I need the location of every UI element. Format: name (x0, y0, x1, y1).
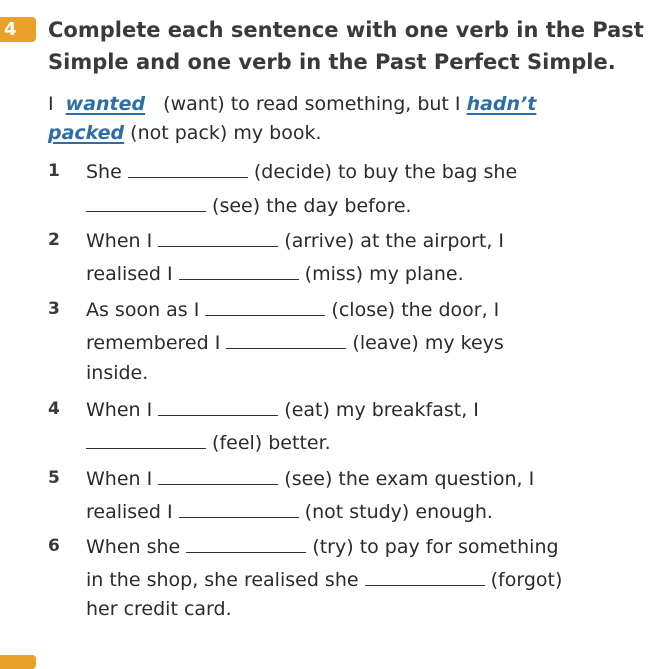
item-number: 1 (48, 161, 60, 181)
answer-blank[interactable] (179, 260, 299, 280)
item-text: in the shop, she realised she (86, 569, 365, 591)
item-text: (miss) my plane. (298, 263, 464, 285)
item-text: (forgot) (484, 569, 563, 591)
item-text: When I (86, 399, 159, 421)
example-answer-packed: packed (48, 122, 125, 144)
exercise-instructions: Complete each sentence with one verb in the Past Simple and one verb in the Past Perfect Simple. (48, 18, 644, 74)
item-text: When I (86, 468, 159, 490)
item-text: (eat) my breakfast, I (278, 399, 479, 421)
item-text: When she (86, 536, 187, 558)
item-text: She (86, 161, 128, 183)
example-line-1 (48, 92, 536, 116)
item-6-line-3: her credit card. (86, 598, 232, 620)
item-text: As soon as I (86, 299, 206, 321)
answer-blank[interactable] (205, 296, 325, 316)
answer-blank[interactable] (158, 396, 278, 416)
example-text-3: (not pack) my book. (124, 122, 322, 144)
item-6-line-1 (86, 533, 559, 559)
item-number: 4 (48, 399, 60, 419)
answer-blank[interactable] (128, 158, 248, 178)
item-1-line-1 (86, 158, 517, 184)
example-text-1: I (48, 93, 60, 115)
answer-blank[interactable] (179, 498, 299, 518)
item-3-line-3: inside. (86, 362, 149, 384)
example-text-2: (want) to read something, but I (157, 93, 467, 115)
item-number: 5 (48, 468, 60, 488)
item-4-line-1 (86, 396, 479, 422)
item-text: When I (86, 230, 159, 252)
item-text: (not study) enough. (298, 501, 493, 523)
item-text: (try) to pay for something (306, 536, 559, 558)
item-3-line-2 (86, 329, 504, 355)
answer-blank[interactable] (158, 465, 278, 485)
item-6-line-2 (86, 566, 562, 592)
item-text: (decide) to buy the bag she (247, 161, 518, 183)
item-5-line-2 (86, 498, 493, 524)
exercise-number-badge (0, 17, 36, 42)
item-1-line-2 (86, 192, 412, 218)
item-text: realised I (86, 263, 179, 285)
answer-blank[interactable] (158, 227, 278, 247)
item-3-line-1 (86, 296, 499, 322)
item-text: remembered I (86, 332, 227, 354)
answer-blank[interactable] (226, 329, 346, 349)
answer-blank[interactable] (365, 566, 485, 586)
example-line-2 (48, 121, 322, 145)
answer-blank[interactable] (186, 533, 306, 553)
item-5-line-1 (86, 465, 534, 491)
item-text: realised I (86, 501, 179, 523)
answer-blank[interactable] (86, 429, 206, 449)
item-2-line-2 (86, 260, 464, 286)
item-number: 6 (48, 536, 60, 556)
item-text: (see) the day before. (206, 195, 412, 217)
item-text: (arrive) at the airport, I (278, 230, 505, 252)
item-number: 3 (48, 299, 60, 319)
item-text: (feel) better. (206, 432, 331, 454)
answer-blank[interactable] (86, 192, 206, 212)
item-text: (leave) my keys (346, 332, 504, 354)
example-answer-wanted: wanted (65, 93, 146, 115)
item-number: 2 (48, 230, 60, 250)
item-2-line-1 (86, 227, 504, 253)
item-text: (see) the exam question, I (278, 468, 535, 490)
example-answer-hadnt: hadn’t (466, 93, 537, 115)
next-exercise-badge (0, 655, 36, 669)
item-4-line-2 (86, 429, 331, 455)
exercise-number: 4 (4, 19, 17, 40)
item-text: (close) the door, I (325, 299, 500, 321)
